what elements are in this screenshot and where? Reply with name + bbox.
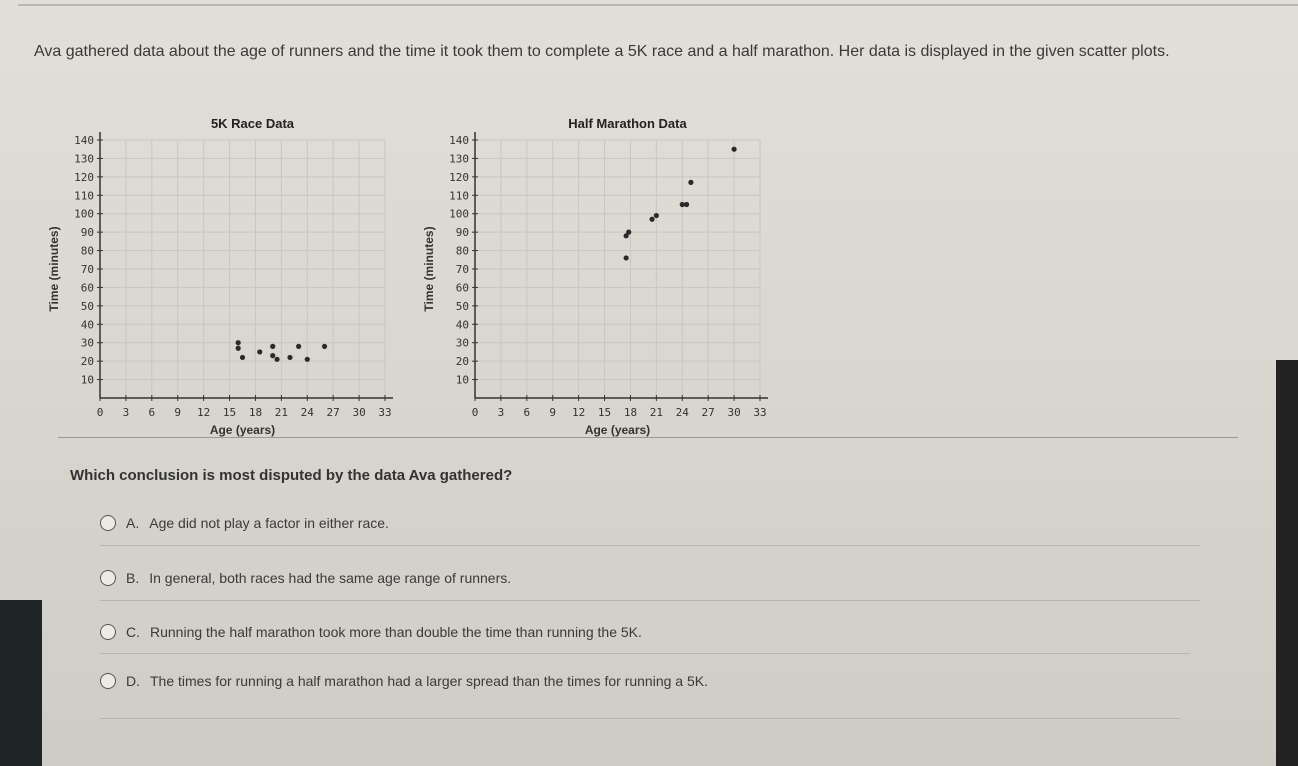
chart-hm-y-tick-label: 30 xyxy=(455,336,469,350)
chart-5k-y-tick-label: 10 xyxy=(80,373,94,387)
chart-5k-x-label: Age (years) xyxy=(209,423,276,437)
chart-hm-title: Half Marathon Data xyxy=(568,116,687,131)
screen-bezel xyxy=(0,600,42,766)
chart-5k-y-tick-label: 90 xyxy=(80,226,94,240)
chart-hm-y-tick-label: 140 xyxy=(449,134,469,147)
chart-5k-x-tick-label: 3 xyxy=(122,406,130,419)
chart-hm-y-tick-label: 50 xyxy=(455,299,469,313)
option-c-letter: C. xyxy=(126,624,140,640)
chart-5k-point xyxy=(305,357,310,362)
chart-hm-x-tick-label: 18 xyxy=(623,406,638,419)
chart-hm-y-tick-label: 80 xyxy=(455,244,469,258)
chart-hm-y-tick-label: 10 xyxy=(455,373,469,387)
option-c[interactable] xyxy=(100,624,642,640)
chart-hm-x-tick-label: 27 xyxy=(701,406,715,419)
chart-hm-y-tick-label: 20 xyxy=(455,355,469,369)
chart-hm-x-tick-label: 0 xyxy=(471,406,479,419)
chart-hm-y-tick-label: 70 xyxy=(455,263,469,276)
chart-5k-x-tick-label: 24 xyxy=(300,406,314,419)
screen-bezel xyxy=(1276,360,1298,766)
chart-5k-x-tick-label: 33 xyxy=(378,406,392,419)
chart-5k-x-tick-label: 21 xyxy=(274,406,288,419)
chart-hm-point xyxy=(688,180,693,185)
chart-hm-x-tick-label: 9 xyxy=(549,406,557,419)
chart-hm-point xyxy=(649,217,654,222)
problem-intro: Ava gathered data about the age of runners and the time it took them to complete a 5K race and a half marathon. Her data is displayed in the given scatter plots. xyxy=(34,43,1170,60)
chart-5k-point xyxy=(322,344,327,349)
chart-hm-x-tick-label: 24 xyxy=(675,406,689,419)
option-a[interactable] xyxy=(100,515,389,531)
chart-hm-y-tick-label: 40 xyxy=(455,318,469,332)
option-divider xyxy=(100,600,1200,601)
chart-hm-x-tick-label: 21 xyxy=(649,406,663,419)
chart-5k-point xyxy=(257,349,262,354)
chart-5k-race xyxy=(40,110,420,455)
chart-5k-point xyxy=(287,355,292,360)
chart-5k-y-tick-label: 140 xyxy=(74,134,94,147)
option-d-text: The times for running a half marathon had a larger spread than the times for running a 5K. xyxy=(150,673,708,689)
option-a-text: Age did not play a factor in either race. xyxy=(149,515,389,531)
chart-5k-y-tick-label: 20 xyxy=(80,355,94,369)
chart-5k-point xyxy=(270,353,275,358)
chart-hm-x-tick-label: 33 xyxy=(753,406,767,419)
chart-5k-x-tick-label: 18 xyxy=(248,406,263,419)
chart-5k-y-tick-label: 100 xyxy=(74,207,94,221)
chart-hm-x-tick-label: 30 xyxy=(727,406,741,419)
chart-5k-point xyxy=(296,344,301,349)
option-divider xyxy=(100,718,1180,719)
chart-hm-y-tick-label: 100 xyxy=(449,207,469,221)
option-b-letter: B. xyxy=(126,570,140,586)
chart-5k-x-tick-label: 9 xyxy=(174,406,182,419)
chart-hm-y-tick-label: 110 xyxy=(449,189,469,203)
option-b[interactable] xyxy=(100,570,511,586)
chart-5k-title: 5K Race Data xyxy=(210,116,295,131)
chart-hm-x-label: Age (years) xyxy=(584,423,651,437)
chart-5k-y-tick-label: 40 xyxy=(80,318,94,332)
radio-d[interactable] xyxy=(100,673,116,689)
question-text: Which conclusion is most disputed by the data Ava gathered? xyxy=(70,467,513,484)
option-a-letter: A. xyxy=(126,515,140,531)
chart-5k-point xyxy=(236,346,241,351)
chart-hm-point xyxy=(684,202,689,207)
chart-5k-point xyxy=(274,357,279,362)
radio-b[interactable] xyxy=(100,570,116,586)
chart-hm-point xyxy=(624,255,629,260)
chart-hm-point xyxy=(731,147,736,152)
chart-5k-point xyxy=(240,355,245,360)
chart-5k-point xyxy=(270,344,275,349)
section-divider xyxy=(58,437,1238,438)
chart-5k-y-tick-label: 80 xyxy=(80,244,94,258)
chart-hm-x-tick-label: 12 xyxy=(572,406,586,419)
chart-5k-y-tick-label: 130 xyxy=(74,152,94,166)
chart-5k-x-tick-label: 6 xyxy=(148,406,156,419)
chart-5k-y-tick-label: 110 xyxy=(74,189,94,203)
chart-5k-y-tick-label: 120 xyxy=(74,170,94,184)
chart-hm-y-tick-label: 120 xyxy=(449,170,469,184)
chart-5k-y-tick-label: 50 xyxy=(80,299,94,313)
chart-hm-x-tick-label: 15 xyxy=(597,406,612,419)
chart-hm-point xyxy=(626,230,631,235)
option-d-letter: D. xyxy=(126,673,140,689)
chart-5k-y-tick-label: 70 xyxy=(80,263,94,276)
chart-5k-x-tick-label: 12 xyxy=(197,406,211,419)
charts-area xyxy=(40,110,800,455)
top-divider xyxy=(18,4,1298,6)
option-d[interactable] xyxy=(100,673,708,689)
chart-5k-x-tick-label: 27 xyxy=(326,406,340,419)
chart-5k-y-tick-label: 60 xyxy=(80,281,94,295)
chart-hm-point xyxy=(654,213,659,218)
chart-5k-x-tick-label: 0 xyxy=(96,406,104,419)
chart-5k-y-label: Time (minutes) xyxy=(47,226,61,312)
chart-hm-x-tick-label: 6 xyxy=(523,406,531,419)
chart-hm-y-tick-label: 90 xyxy=(455,226,469,240)
chart-5k-x-tick-label: 15 xyxy=(222,406,237,419)
chart-half-marathon xyxy=(415,110,795,455)
chart-hm-x-tick-label: 3 xyxy=(497,406,505,419)
option-divider xyxy=(100,545,1200,546)
chart-5k-y-tick-label: 30 xyxy=(80,336,94,350)
chart-5k-x-tick-label: 30 xyxy=(352,406,366,419)
radio-c[interactable] xyxy=(100,624,116,640)
option-c-text: Running the half marathon took more than double the time than running the 5K. xyxy=(150,624,642,640)
option-divider xyxy=(100,653,1190,654)
chart-hm-y-tick-label: 60 xyxy=(455,281,469,295)
chart-hm-y-tick-label: 130 xyxy=(449,152,469,166)
chart-5k-point xyxy=(236,340,241,345)
radio-a[interactable] xyxy=(100,515,116,531)
option-b-text: In general, both races had the same age range of runners. xyxy=(149,570,512,586)
chart-hm-y-label: Time (minutes) xyxy=(422,226,436,312)
